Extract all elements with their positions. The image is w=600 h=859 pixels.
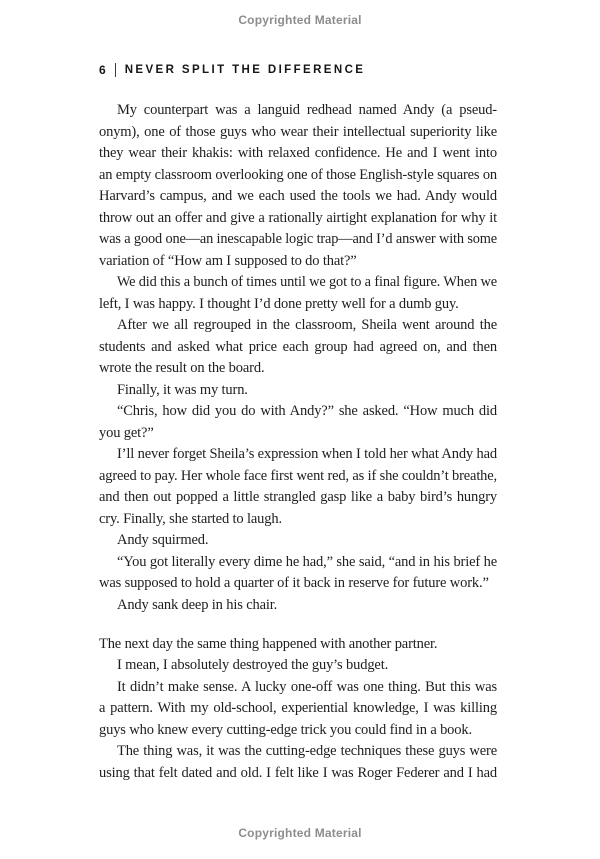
text-line: It didn’t make sense. A lucky one-off was one thing. But this was	[117, 678, 497, 695]
text-line: agreed to pay. Her whole face first went red, as if she couldn’t breathe,	[99, 467, 497, 484]
text-line: left, I was happy. I thought I’d done pretty well for a dumb guy.	[99, 295, 459, 312]
text-line: cry. Finally, she started to laugh.	[99, 510, 282, 527]
text-line: “You got literally every dime he had,” she said, “and in his brief he	[117, 553, 497, 570]
text-line: students and asked what price each group had agreed on, and then	[99, 338, 497, 355]
header-separator	[115, 63, 116, 77]
text-line: Harvard’s campus, and we each used the tools we had. Andy would	[99, 188, 497, 204]
text-line: The next day the same thing happened with another partner.	[99, 635, 438, 652]
text-line: wrote the result on the board.	[99, 360, 265, 376]
text-line: Andy sank deep in his chair.	[117, 596, 278, 613]
text-line: was supposed to hold a quarter of it back in reserve for future work.”	[99, 575, 489, 591]
text-line: an empty classroom overlooking one of those English-style squares on	[99, 166, 497, 183]
text-line: they wear their khakis: with relaxed confidence. He and I went into	[99, 145, 497, 161]
running-header	[99, 63, 365, 77]
text-line: Finally, it was my turn.	[117, 381, 248, 398]
text-line: We did this a bunch of times until we got to a final figure. When we	[116, 274, 497, 290]
text-line: After we all regrouped in the classroom, Sheila went around the	[117, 317, 497, 333]
text-line: was a good one—an inescapable logic trap—and I’d answer with some	[99, 231, 497, 247]
text-line: guys who knew every cutting-edge trick you could find in a book.	[99, 721, 472, 738]
text-line: Andy squirmed.	[117, 532, 209, 548]
text-line: variation of “How am I supposed to do that?”	[99, 252, 357, 269]
page-number: 6	[99, 63, 107, 77]
copyright-notice-bottom: Copyrighted Material	[238, 826, 362, 840]
text-line: “Chris, how did you do with Andy?” she asked. “How much did	[117, 403, 497, 419]
body-text	[99, 100, 497, 784]
text-line: My counterpart was a languid redhead named Andy (a pseud-	[117, 102, 497, 118]
text-line: The thing was, it was the cutting-edge techniques these guys were	[117, 743, 497, 759]
text-line: I mean, I absolutely destroyed the guy’s budget.	[117, 657, 389, 673]
text-line: throw out an offer and give a rationally airtight explanation for why it	[99, 209, 497, 226]
section-break	[99, 616, 497, 634]
text-line: you get?”	[99, 424, 154, 441]
copyright-notice-top: Copyrighted Material	[238, 13, 362, 27]
text-line: a pattern. With my old-school, experiential knowledge, I was killing	[99, 700, 497, 716]
text-line: onym), one of those guys who wear their intellectual superiority like	[99, 123, 497, 140]
book-title: NEVER SPLIT THE DIFFERENCE	[124, 64, 366, 76]
text-line: I’ll never forget Sheila’s expression when I told her what Andy had	[117, 446, 497, 462]
text-line: and then out popped a little strangled gasp like a baby bird’s hungry	[99, 489, 497, 505]
text-line: using that felt dated and old. I felt like I was Roger Federer and I had	[99, 764, 497, 781]
